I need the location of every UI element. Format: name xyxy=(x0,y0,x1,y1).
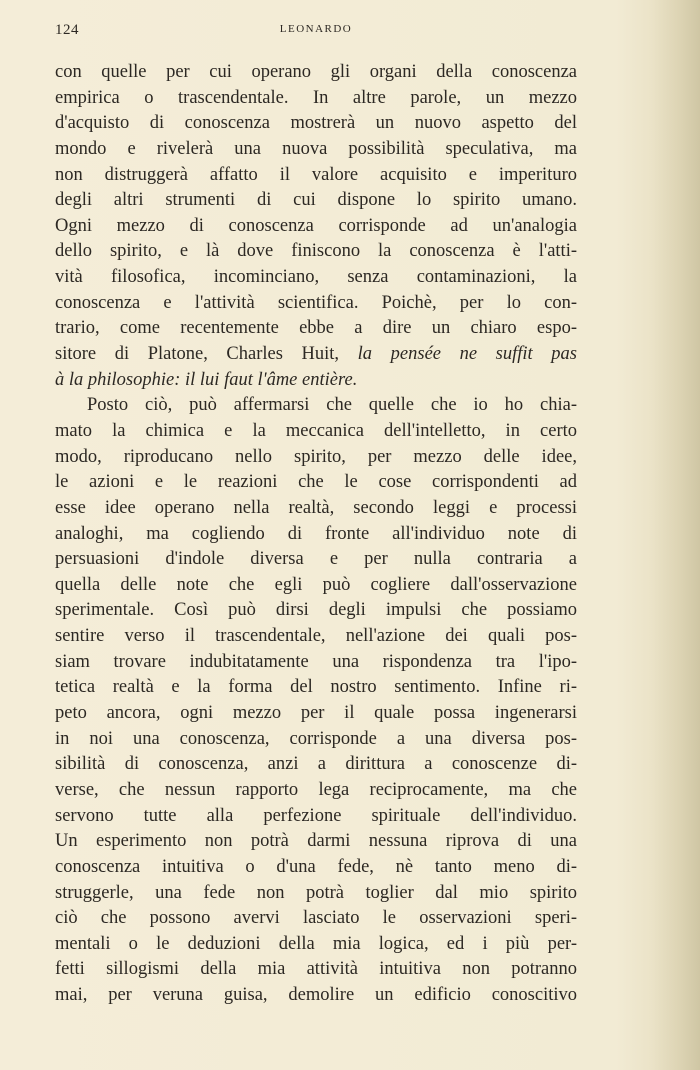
italic-quote: la pensée ne suffit pas xyxy=(357,344,577,365)
line-text: non distruggerà affatto il valore acquisito e imperituro xyxy=(55,164,577,185)
body-text xyxy=(55,60,577,1009)
line-text: fetti sillogismi della mia attività intuitiva non potranno xyxy=(55,959,577,980)
line-text: dello spirito, e là dove finiscono la conoscenza è l'atti- xyxy=(55,241,577,262)
line-text: in noi una conoscenza, corrisponde a una diversa pos- xyxy=(55,728,577,749)
text-line xyxy=(55,60,577,86)
text-line xyxy=(55,598,577,624)
line-text: con quelle per cui operano gli organi della conoscenza xyxy=(55,62,577,82)
text-line xyxy=(55,445,577,471)
line-text: d'acquisto di conoscenza mostrerà un nuovo aspetto del xyxy=(55,113,577,134)
line-text: le azioni e le reazioni che le cose corrispondenti ad xyxy=(55,472,577,493)
text-line xyxy=(55,855,577,881)
line-text: mato la chimica e la meccanica dell'intelletto, in certo xyxy=(55,420,577,441)
running-head: LEONARDO xyxy=(279,23,353,35)
line-text: sperimentale. Così può dirsi degli impulsi che possiamo xyxy=(55,600,577,621)
line-text: struggerle, una fede non potrà toglier dal mio spirito xyxy=(55,882,577,903)
text-line xyxy=(55,957,577,983)
text-line xyxy=(55,291,577,317)
text-line xyxy=(55,496,577,522)
line-text: mai, per veruna guisa, demolire un edificio conoscitivo xyxy=(55,985,577,1006)
line-text: tetica realtà e la forma del nostro sentimento. Infine ri- xyxy=(55,677,577,698)
text-line xyxy=(55,163,577,189)
line-text: mondo e rivelerà una nuova possibilità speculativa, ma xyxy=(55,138,577,159)
line-text: mentali o le deduzioni della mia logica, ed i più per- xyxy=(55,933,577,954)
text-line xyxy=(55,316,577,342)
text-line xyxy=(55,829,577,855)
line-text: siam trovare indubitatamente una rispondenza tra l'ipo- xyxy=(55,651,577,672)
line-text: esse idee operano nella realtà, secondo leggi e processi xyxy=(55,497,577,518)
line-text: empirica o trascendentale. In altre parole, un mezzo xyxy=(55,87,577,108)
page-header xyxy=(55,22,577,42)
text-line xyxy=(55,804,577,830)
line-text: conoscenza intuitiva o d'una fede, nè tanto meno di- xyxy=(55,856,577,877)
text-line xyxy=(55,932,577,958)
line-text: Posto ciò, può affermarsi che quelle che io ho chia- xyxy=(87,395,577,416)
text-line xyxy=(55,111,577,137)
text-line xyxy=(55,419,577,445)
line-text: Ogni mezzo di conoscenza corrisponde ad un'analogia xyxy=(55,215,577,236)
text-line xyxy=(55,650,577,676)
line-text: persuasioni d'indole diversa e per nulla contraria a xyxy=(55,549,577,570)
line-text: verse, che nessun rapporto lega reciprocamente, ma che xyxy=(55,779,577,800)
line-text: Un esperimento non potrà darmi nessuna riprova di una xyxy=(55,831,577,852)
italic-quote: à la philosophie: il lui faut l'âme entière. xyxy=(55,369,358,390)
text-line xyxy=(55,727,577,753)
text-line xyxy=(55,752,577,778)
text-line xyxy=(55,137,577,163)
text-line xyxy=(55,470,577,496)
text-line xyxy=(55,624,577,650)
text-line xyxy=(55,778,577,804)
text-line xyxy=(55,983,577,1009)
line-text: quella delle note che egli può cogliere dall'osservazione xyxy=(55,574,577,595)
line-text: peto ancora, ogni mezzo per il quale possa ingenerarsi xyxy=(55,703,577,724)
text-line xyxy=(55,214,577,240)
line-text: degli altri strumenti di cui dispone lo spirito umano. xyxy=(55,190,577,211)
text-line xyxy=(55,342,577,368)
text-line xyxy=(55,188,577,214)
text-line xyxy=(55,701,577,727)
line-text: ciò che possono avervi lasciato le osservazioni speri- xyxy=(55,908,577,929)
text-line xyxy=(55,547,577,573)
line-text: modo, riproducano nello spirito, per mezzo delle idee, xyxy=(55,446,577,467)
text-line xyxy=(55,906,577,932)
text-line xyxy=(55,239,577,265)
text-line xyxy=(55,522,577,548)
line-text: sibilità di conoscenza, anzi a dirittura a conoscenze di- xyxy=(55,754,577,775)
line-text: servono tutte alla perfezione spirituale dell'individuo. xyxy=(55,805,577,826)
page-number: 124 xyxy=(55,22,79,38)
line-text: conoscenza e l'attività scientifica. Poichè, per lo con- xyxy=(55,292,577,313)
text-line xyxy=(55,368,577,394)
text-line xyxy=(55,881,577,907)
line-text: analoghi, ma cogliendo di fronte all'individuo note di xyxy=(55,523,577,544)
text-line xyxy=(55,265,577,291)
text-line xyxy=(55,86,577,112)
line-text: sentire verso il trascendentale, nell'azione dei quali pos- xyxy=(55,626,577,647)
text-line xyxy=(55,573,577,599)
text-line xyxy=(55,675,577,701)
line-text: vità filosofica, incominciano, senza contaminazioni, la xyxy=(55,267,577,288)
line-text: trario, come recentemente ebbe a dire un chiaro espo- xyxy=(55,318,577,339)
text-line xyxy=(55,393,577,419)
line-text: sitore di Platone, Charles Huit, xyxy=(55,344,340,365)
